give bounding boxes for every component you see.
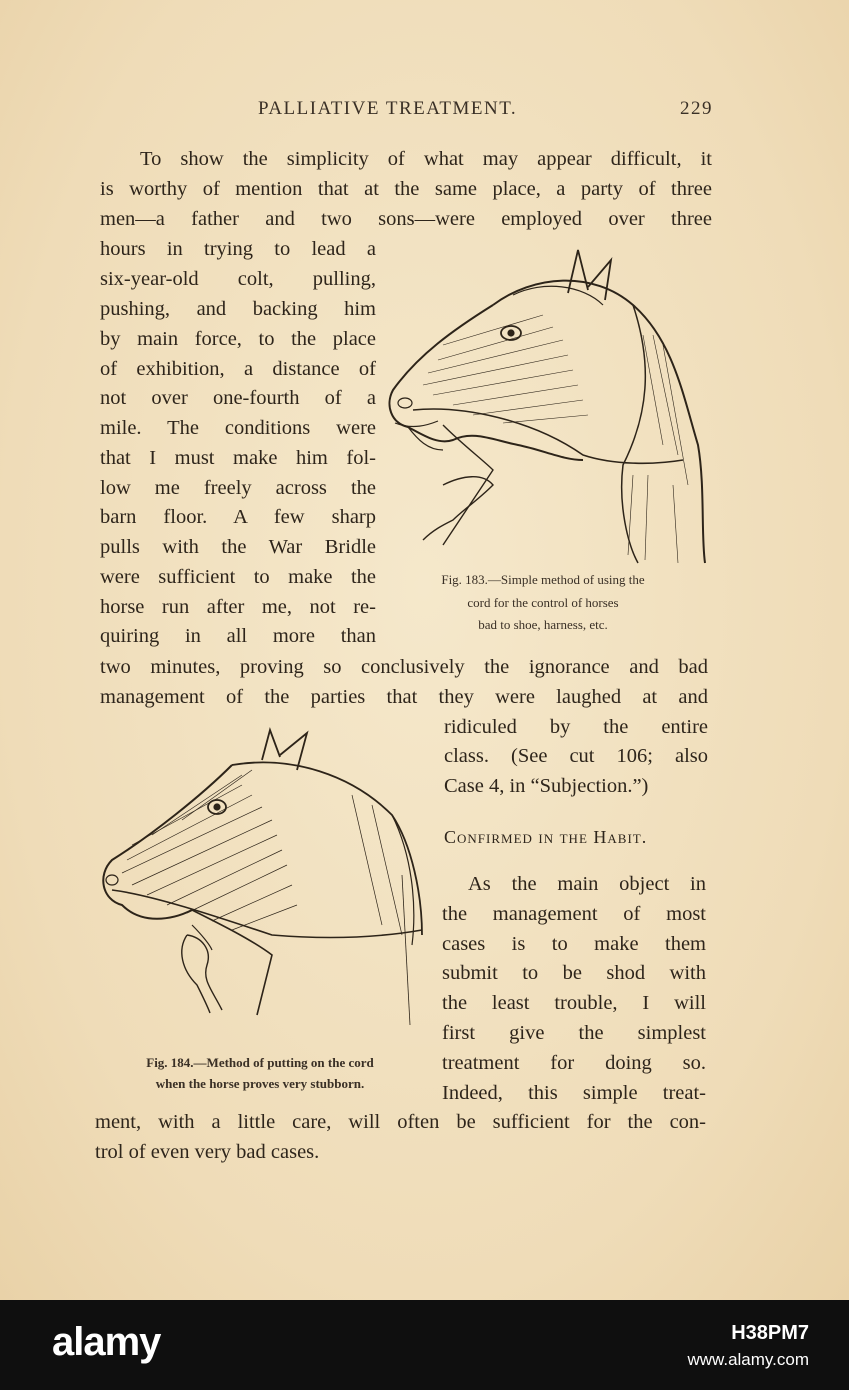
fig184-horse-head-illustration — [92, 725, 432, 1025]
text-line: ridiculed by the entire — [444, 716, 708, 738]
text-line: treatment for doing so. — [442, 1052, 706, 1074]
page-number: 229 — [680, 98, 713, 119]
text-line: two minutes, proving so conclusively the ignorance and bad — [100, 656, 708, 678]
text-line: hours in trying to lead a — [100, 238, 376, 260]
image-id: H38PM7 — [731, 1322, 809, 1344]
running-title: PALLIATIVE TREATMENT. — [258, 98, 518, 119]
text-line: the management of most — [442, 903, 706, 925]
text-line: As the main object in — [468, 873, 706, 895]
text-line: Indeed, this simple treat- — [442, 1082, 706, 1104]
text-line: not over one-fourth of a — [100, 387, 376, 409]
text-line: horse run after me, not re- — [100, 596, 376, 618]
text-line: mile. The conditions were — [100, 417, 376, 439]
fig183-caption-line: Fig. 183.—Simple method of using the — [441, 572, 645, 587]
text-line: ment, with a little care, will often be sufficient for the con- — [95, 1111, 706, 1133]
text-line: pushing, and backing him — [100, 298, 376, 320]
text-line: by main force, to the place — [100, 328, 376, 350]
text-line: low me freely across the — [100, 477, 376, 499]
text-line: the least trouble, I will — [442, 992, 706, 1014]
fig183-horse-head-illustration — [383, 245, 713, 570]
text-line: class. (See cut 106; also — [444, 745, 708, 767]
text-line: is worthy of mention that at the same place, a party of three — [100, 178, 712, 200]
text-line: To show the simplicity of what may appear difficult, it — [140, 148, 712, 170]
fig183-caption-line: cord for the control of horses — [467, 595, 619, 610]
section-heading: Confirmed in the Habit. — [444, 827, 648, 847]
text-line: Case 4, in “Subjection.”) — [444, 775, 649, 797]
text-line: trol of even very bad cases. — [95, 1141, 320, 1163]
text-line: barn floor. A few sharp — [100, 506, 376, 528]
text-line: that I must make him fol- — [100, 447, 376, 469]
text-line: men—a father and two sons—were employed over three — [100, 208, 712, 230]
fig184-caption-line: Fig. 184.—Method of putting on the cord — [146, 1055, 374, 1070]
stock-footer-banner — [0, 1300, 849, 1390]
site-url: www.alamy.com — [687, 1350, 809, 1369]
fig183-caption-line: bad to shoe, harness, etc. — [478, 617, 608, 632]
text-line: quiring in all more than — [100, 625, 376, 647]
fig184-caption-line: when the horse proves very stubborn. — [155, 1076, 365, 1091]
alamy-logo: alamy — [52, 1320, 161, 1364]
text-line: of exhibition, a distance of — [100, 358, 376, 380]
text-line: first give the simplest — [442, 1022, 706, 1044]
text-line: submit to be shod with — [442, 962, 706, 984]
text-line: were sufficient to make the — [100, 566, 376, 588]
text-line: pulls with the War Bridle — [100, 536, 376, 558]
text-line: cases is to make them — [442, 933, 706, 955]
text-line: six-year-old colt, pulling, — [100, 268, 376, 290]
text-line: management of the parties that they were laughed at and — [100, 686, 708, 708]
